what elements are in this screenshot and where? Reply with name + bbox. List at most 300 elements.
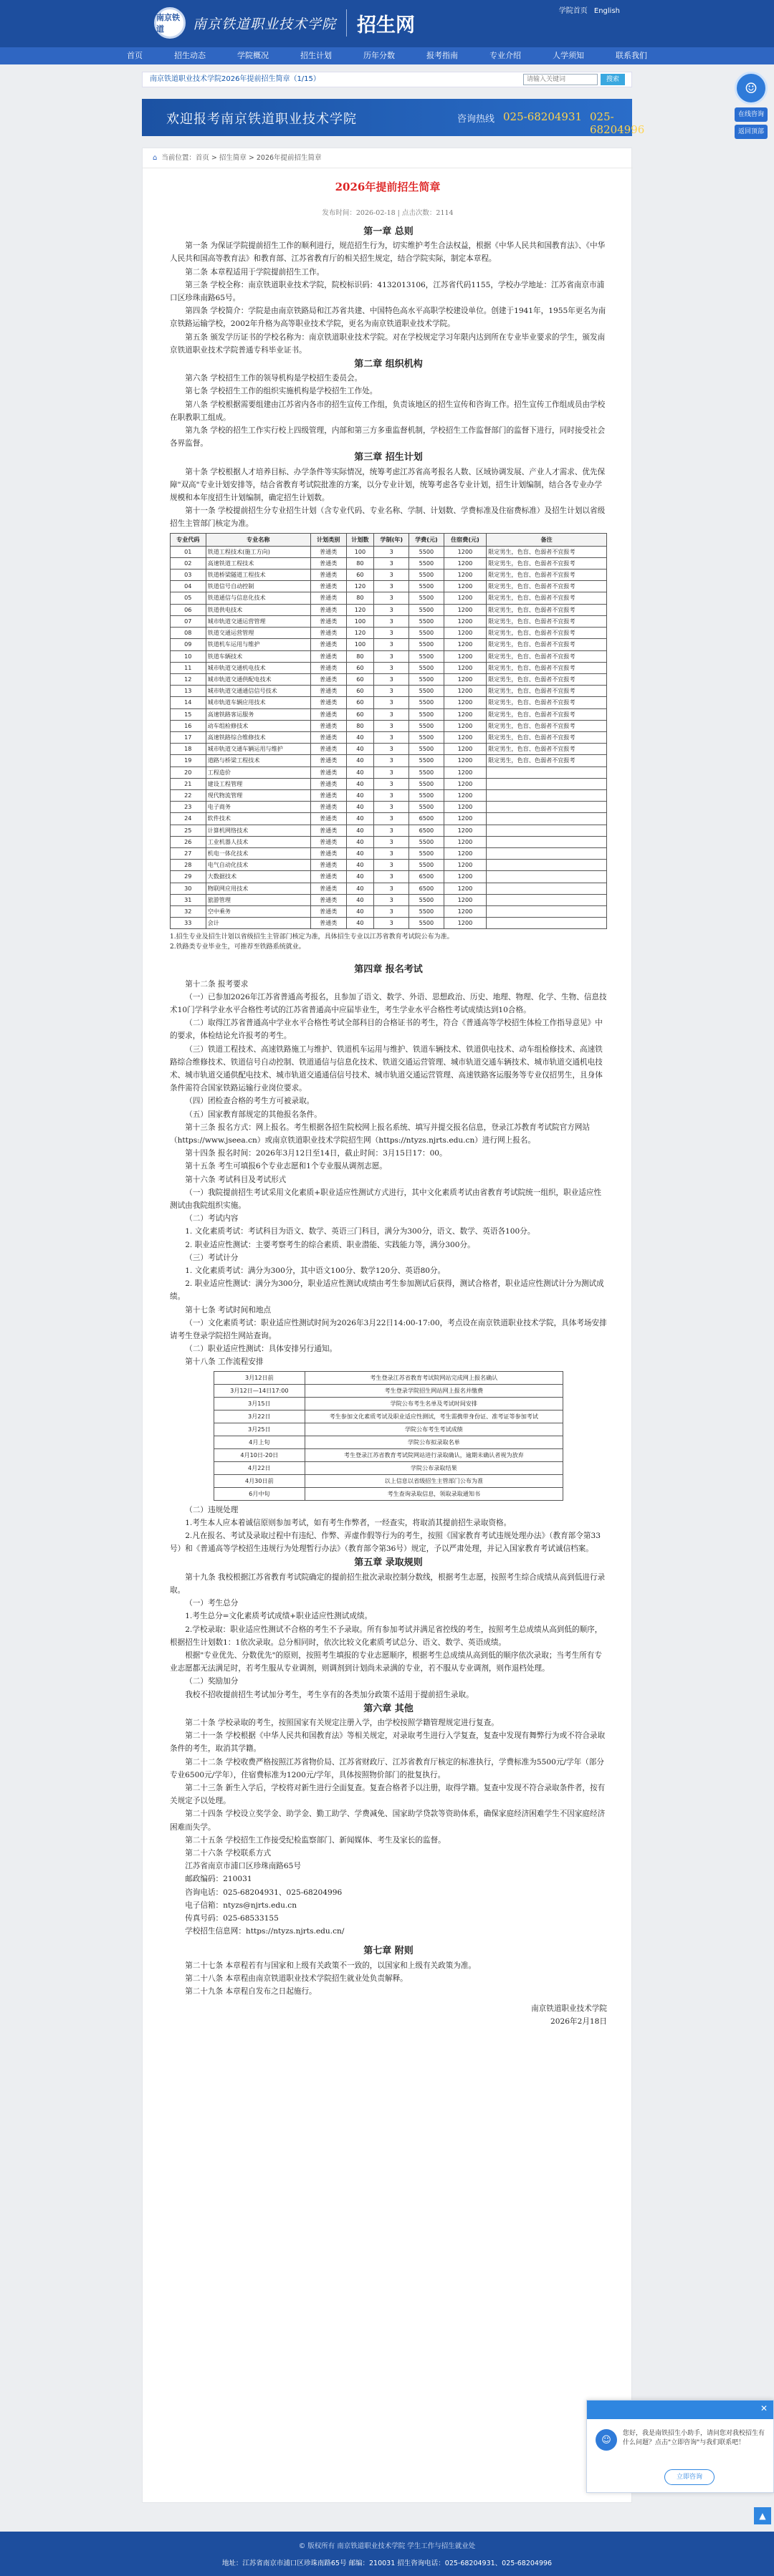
table-cell bbox=[487, 883, 607, 894]
paragraph: 2.学校录取：职业适应性测试不合格的考生不予录取。所有参加考试并满足省控线的考生，按照考生总成绩从高到低的顺序，根据招生计划数1：1依次录取。总分相同时，依次比较文化素质考试总分、语文、数学、英语成绩。 bbox=[170, 1625, 603, 1647]
table-cell: 3 bbox=[374, 546, 409, 557]
paragraph: 第二条 本章程适用于学院提前招生工作。 bbox=[185, 267, 325, 277]
table-cell: 普通类 bbox=[310, 662, 346, 673]
table-cell: 高速铁路客运服务 bbox=[206, 708, 310, 720]
breadcrumb-text[interactable]: 当前位置：首页 > 招生简章 > 2026年提前招生简章 bbox=[161, 154, 322, 162]
online-consult-button[interactable]: 在线咨询 bbox=[735, 107, 768, 122]
schedule-date: 4月30日前 bbox=[214, 1474, 305, 1487]
table-cell: 限定男生，色盲、色弱者不宜报考 bbox=[487, 546, 607, 557]
table-cell: 5500 bbox=[409, 592, 444, 604]
table-cell: 铁道工程技术(施工方向) bbox=[206, 546, 310, 557]
table-cell: 100 bbox=[346, 639, 374, 650]
table-row bbox=[171, 708, 607, 720]
column-header: 学制(年) bbox=[374, 533, 409, 546]
table-cell: 5500 bbox=[409, 686, 444, 697]
table-cell bbox=[487, 847, 607, 859]
table-cell: 04 bbox=[171, 581, 206, 592]
table-cell: 40 bbox=[346, 918, 374, 929]
column-header: 计划类别 bbox=[310, 533, 346, 546]
table-row bbox=[171, 744, 607, 755]
table-cell: 3 bbox=[374, 744, 409, 755]
table-row bbox=[171, 871, 607, 883]
table-cell: 1200 bbox=[444, 731, 486, 743]
schedule-row bbox=[214, 1448, 563, 1461]
search-input[interactable] bbox=[523, 74, 598, 85]
paragraph: （二）考试内容 bbox=[185, 1214, 239, 1224]
table-row bbox=[171, 731, 607, 743]
table-cell: 普通类 bbox=[310, 569, 346, 581]
table-cell: 5500 bbox=[409, 557, 444, 569]
site-logo[interactable] bbox=[154, 7, 415, 39]
table-cell: 19 bbox=[171, 755, 206, 766]
table-cell: 1200 bbox=[444, 615, 486, 627]
nav-guide[interactable]: 报考指南 bbox=[426, 51, 458, 60]
paragraph: 1. 文化素质考试：考试科目为语文、数学、英语三门科目，满分为300分，语文、数学、英语各100分。 bbox=[185, 1227, 535, 1236]
nav-news[interactable]: 招生动态 bbox=[174, 51, 206, 60]
table-cell: 1200 bbox=[444, 592, 486, 604]
table-row bbox=[171, 546, 607, 557]
table-cell: 11 bbox=[171, 662, 206, 673]
table-cell: 5500 bbox=[409, 650, 444, 662]
table-cell: 3 bbox=[374, 755, 409, 766]
table-cell: 会计 bbox=[206, 918, 310, 929]
table-cell: 40 bbox=[346, 766, 374, 778]
table-cell: 31 bbox=[171, 894, 206, 905]
table-cell: 动车组检修技术 bbox=[206, 720, 310, 731]
table-cell: 普通类 bbox=[310, 592, 346, 604]
paragraph: 第六条 学校招生工作的领导机构是学校招生委员会。 bbox=[185, 374, 363, 383]
table-cell: 限定男生，色盲、色弱者不宜报考 bbox=[487, 581, 607, 592]
table-cell: 普通类 bbox=[310, 905, 346, 917]
table-cell bbox=[487, 766, 607, 778]
paragraph: 第十八条 工作流程安排 bbox=[185, 1357, 264, 1367]
paragraph: 2. 职业适应性测试：主要考察考生的综合素质、职业潜能、实践能力等，满分300分。 bbox=[185, 1240, 475, 1249]
table-cell: 40 bbox=[346, 802, 374, 813]
table-row bbox=[171, 557, 607, 569]
table-cell: 5500 bbox=[409, 708, 444, 720]
table-cell: 城市轨道交通通信信号技术 bbox=[206, 686, 310, 697]
table-cell: 1200 bbox=[444, 686, 486, 697]
table-cell: 大数据技术 bbox=[206, 871, 310, 883]
table-cell: 普通类 bbox=[310, 708, 346, 720]
school-emblem-icon: 南京铁道 bbox=[154, 7, 186, 39]
column-header: 专业代码 bbox=[171, 533, 206, 546]
table-cell: 普通类 bbox=[310, 673, 346, 685]
paragraph: 电子信箱：ntyzs@njrts.edu.cn bbox=[185, 1900, 297, 1910]
paragraph: （二）取得江苏省普通高中学业水平合格性考试全部科目的合格证书的考生，符合《普通高等学校招生体检工作指导意见》中的要求，体检结论允许报考的考生。 bbox=[170, 1019, 603, 1041]
table-cell: 60 bbox=[346, 708, 374, 720]
table-cell: 普通类 bbox=[310, 697, 346, 708]
table-notes bbox=[170, 932, 607, 952]
main-nav bbox=[0, 47, 774, 64]
table-cell: 限定男生，色盲、色弱者不宜报考 bbox=[487, 720, 607, 731]
table-cell: 普通类 bbox=[310, 918, 346, 929]
nav-scores[interactable]: 历年分数 bbox=[363, 51, 395, 60]
table-cell bbox=[487, 825, 607, 836]
paragraph: 第三条 学校全称：南京铁道职业技术学院，院校标识码：4132013106，江苏省代码1155，学校办学地址：江苏省南京市浦口区珍珠南路65号。 bbox=[170, 280, 605, 303]
table-row bbox=[171, 778, 607, 789]
table-cell: 3 bbox=[374, 581, 409, 592]
table-row bbox=[171, 883, 607, 894]
paragraph: （一）已参加2026年江苏省普通高考报名，且参加了语文、数学、外语、思想政治、历史、地理、物理、化学、生物、信息技术10门学科学业水平合格性考试的江苏省普通高中应届毕业生，考生学业水平合格性考试成绩达到10合格。 bbox=[170, 992, 607, 1014]
table-cell: 28 bbox=[171, 860, 206, 871]
table-cell: 5500 bbox=[409, 581, 444, 592]
table-cell: 普通类 bbox=[310, 639, 346, 650]
table-cell: 1200 bbox=[444, 847, 486, 859]
table-cell: 60 bbox=[346, 673, 374, 685]
table-cell: 工程造价 bbox=[206, 766, 310, 778]
table-cell: 40 bbox=[346, 778, 374, 789]
table-cell: 5500 bbox=[409, 802, 444, 813]
table-cell bbox=[487, 789, 607, 801]
table-cell: 33 bbox=[171, 918, 206, 929]
floating-assistant bbox=[732, 72, 770, 172]
table-cell: 普通类 bbox=[310, 686, 346, 697]
chapter-7-body bbox=[170, 1959, 607, 1999]
schedule-task: 考生登录江苏省教育考试院网站完成网上报名确认 bbox=[305, 1371, 563, 1384]
paragraph: （一）考生总分 bbox=[185, 1599, 239, 1608]
back-top-button[interactable]: 返回顶部 bbox=[735, 125, 768, 139]
column-header: 专业名称 bbox=[206, 533, 310, 546]
table-cell: 07 bbox=[171, 615, 206, 627]
table-cell: 1200 bbox=[444, 836, 486, 847]
table-cell: 40 bbox=[346, 813, 374, 825]
english-link[interactable]: English bbox=[593, 7, 620, 15]
table-row bbox=[171, 766, 607, 778]
table-cell bbox=[487, 871, 607, 883]
paragraph: 第二十八条 本章程由南京铁道职业技术学院招生就业处负责解释。 bbox=[185, 1974, 408, 1983]
paragraph: 第十条 学校根据人才培养目标、办学条件等实际情况，统筹考虑江苏省高考报名人数、区域协调发展、产业人才需求、优先保障"双高"专业计划安排等，结合省教育考试院批准的方案，以分专业计划，统筹考虑各专业计划，招生计划编制，结合各专业办学规模和本年度招生计划编制，确定招生计划数。 bbox=[170, 467, 606, 503]
table-cell: 5500 bbox=[409, 755, 444, 766]
table-cell: 6500 bbox=[409, 871, 444, 883]
paragraph: 第十九条 我校根据江苏省教育考试院确定的提前招生批次录取控制分数线，根据考生志愿，按照考生综合成绩从高到低进行录取。 bbox=[170, 1572, 606, 1595]
table-cell: 5500 bbox=[409, 662, 444, 673]
table-row bbox=[171, 755, 607, 766]
table-cell: 25 bbox=[171, 825, 206, 836]
table-cell: 5500 bbox=[409, 860, 444, 871]
footer-address: 地址：江苏省南京市浦口区珍珠南路65号 邮编：210031 招生咨询电话：025-68204931、025-68204996 bbox=[221, 2560, 553, 2567]
table-cell bbox=[487, 860, 607, 871]
signature-date: 2026年2月18日 bbox=[550, 2017, 607, 2027]
table-cell: 限定男生，色盲、色弱者不宜报考 bbox=[487, 744, 607, 755]
table-cell: 5500 bbox=[409, 569, 444, 581]
table-cell: 限定男生，色盲、色弱者不宜报考 bbox=[487, 628, 607, 639]
back-to-top-icon[interactable]: ▲ bbox=[754, 2507, 771, 2524]
table-cell: 限定男生，色盲、色弱者不宜报考 bbox=[487, 615, 607, 627]
top-bar bbox=[0, 0, 774, 47]
chat-header bbox=[587, 2400, 773, 2419]
contact-info bbox=[170, 1860, 607, 1938]
schedule-task: 考生查询录取信息，领取录取通知书 bbox=[305, 1487, 563, 1500]
schedule-date: 3月12日—14日17:00 bbox=[214, 1384, 305, 1397]
table-cell: 1200 bbox=[444, 905, 486, 917]
table-cell: 09 bbox=[171, 639, 206, 650]
table-cell: 3 bbox=[374, 628, 409, 639]
paragraph: 邮政编码：210031 bbox=[185, 1875, 252, 1884]
table-cell: 旅游管理 bbox=[206, 894, 310, 905]
table-cell: 普通类 bbox=[310, 825, 346, 836]
paragraph: 第十二条 报考要求 bbox=[185, 979, 249, 989]
table-cell: 5500 bbox=[409, 894, 444, 905]
table-cell: 3 bbox=[374, 697, 409, 708]
nav-home[interactable]: 首页 bbox=[127, 51, 143, 60]
table-cell: 1200 bbox=[444, 628, 486, 639]
table-cell: 6500 bbox=[409, 825, 444, 836]
close-icon[interactable]: ✕ bbox=[760, 2403, 768, 2413]
footer-links: © 版权所有 南京铁道职业技术学院 学生工作与招生就业处 bbox=[298, 2542, 476, 2550]
table-cell: 40 bbox=[346, 755, 374, 766]
paragraph: （二）职业适应性测试：具体安排另行通知。 bbox=[185, 1345, 338, 1354]
table-cell: 限定男生，色盲、色弱者不宜报考 bbox=[487, 731, 607, 743]
table-cell: 15 bbox=[171, 708, 206, 720]
table-row bbox=[171, 813, 607, 825]
table-cell: 1200 bbox=[444, 650, 486, 662]
table-cell: 普通类 bbox=[310, 557, 346, 569]
table-cell: 普通类 bbox=[310, 894, 346, 905]
table-row bbox=[171, 615, 607, 627]
table-cell: 普通类 bbox=[310, 546, 346, 557]
chapter-4-body bbox=[170, 978, 607, 1369]
paragraph: 咨询电话：025-68204931、025-68204996 bbox=[185, 1888, 343, 1897]
table-cell: 60 bbox=[346, 697, 374, 708]
table-cell: 限定男生，色盲、色弱者不宜报考 bbox=[487, 662, 607, 673]
paragraph: 根据"专业优先、分数优先"的原则，按照考生填报的专业志愿顺序，根据考生总成绩从高到低的顺序依次录取；当考生所有专业志愿都无法满足时，若考生服从专业调剂，则调剂到计划尚未录满的专业，若不服从专业调剂，则作退档处理。 bbox=[170, 1650, 602, 1673]
hotline-label: 咨询热线 bbox=[457, 114, 495, 125]
table-cell: 3 bbox=[374, 662, 409, 673]
table-cell: 普通类 bbox=[310, 581, 346, 592]
schedule-row bbox=[214, 1410, 563, 1423]
paragraph: 第十六条 考试科目及考试形式 bbox=[185, 1175, 287, 1184]
table-cell bbox=[487, 813, 607, 825]
paragraph: 第一条 为保证学院提前招生工作的顺利进行，规范招生行为，切实维护考生合法权益，根据《中华人民共和国教育法》、《中华人民共和国高等教育法》和教育部、江苏省教育厅的相关招生规定，结合学院实际，制定本章程。 bbox=[170, 241, 606, 264]
table-cell: 40 bbox=[346, 789, 374, 801]
table-cell: 5500 bbox=[409, 731, 444, 743]
table-cell: 3 bbox=[374, 836, 409, 847]
table-cell: 铁道通信与信息化技术 bbox=[206, 592, 310, 604]
table-cell: 1200 bbox=[444, 766, 486, 778]
table-cell: 120 bbox=[346, 581, 374, 592]
table-cell: 20 bbox=[171, 766, 206, 778]
table-cell: 23 bbox=[171, 802, 206, 813]
table-row bbox=[171, 581, 607, 592]
table-cell: 13 bbox=[171, 686, 206, 697]
paragraph: 1. 文化素质考试：满分为300分，其中语文100分、数学120分、英语80分。 bbox=[185, 1267, 446, 1276]
paragraph: 2.铁路类专业毕业生，可推荐至铁路系统就业。 bbox=[170, 943, 305, 951]
home-icon: ⌂ bbox=[153, 154, 158, 162]
table-cell: 铁道桥梁隧道工程技术 bbox=[206, 569, 310, 581]
table-cell: 普通类 bbox=[310, 883, 346, 894]
chat-message: 您好，我是南铁招生小助手，请问您对我校招生有什么问题？点击"立即咨询"与我们联系吧！ bbox=[623, 2430, 765, 2446]
paragraph: 第二十一条 学校根据《中华人民共和国教育法》等相关规定，对录取考生进行入学复查，复查中发现有舞弊行为或不符合录取条件的考生，取消其学籍。 bbox=[170, 1731, 606, 1754]
notice-ticker[interactable]: 南京铁道职业技术学院2026年提前招生简章（1/15） bbox=[142, 72, 632, 87]
table-cell: 普通类 bbox=[310, 813, 346, 825]
school-name: 南京铁道职业技术学院 bbox=[193, 16, 337, 32]
table-cell: 1200 bbox=[444, 662, 486, 673]
chat-consult-button[interactable]: 立即咨询 bbox=[664, 2469, 715, 2485]
table-cell: 限定男生，色盲、色弱者不宜报考 bbox=[487, 686, 607, 697]
table-cell: 5500 bbox=[409, 639, 444, 650]
table-cell: 3 bbox=[374, 592, 409, 604]
table-cell: 1200 bbox=[444, 778, 486, 789]
table-cell: 普通类 bbox=[310, 871, 346, 883]
table-cell: 08 bbox=[171, 628, 206, 639]
table-cell: 5500 bbox=[409, 918, 444, 929]
table-cell: 空中乘务 bbox=[206, 905, 310, 917]
table-cell: 1200 bbox=[444, 789, 486, 801]
table-cell: 3 bbox=[374, 813, 409, 825]
schedule-task: 考生登录江苏省教育考试院网站进行录取确认，逾期未确认者视为放弃 bbox=[305, 1448, 563, 1461]
table-cell: 普通类 bbox=[310, 744, 346, 755]
table-cell: 3 bbox=[374, 894, 409, 905]
schedule-date: 3月25日 bbox=[214, 1423, 305, 1436]
table-cell: 限定男生，色盲、色弱者不宜报考 bbox=[487, 755, 607, 766]
table-cell: 普通类 bbox=[310, 731, 346, 743]
table-cell: 1200 bbox=[444, 697, 486, 708]
table-cell: 普通类 bbox=[310, 628, 346, 639]
table-cell: 城市轨道交通机电技术 bbox=[206, 662, 310, 673]
table-cell: 计算机网络技术 bbox=[206, 825, 310, 836]
table-cell: 3 bbox=[374, 860, 409, 871]
paragraph: （四）团检查合格的考生方可被录取。 bbox=[185, 1097, 315, 1106]
table-cell: 1200 bbox=[444, 581, 486, 592]
site-name: 招生网 bbox=[357, 14, 416, 37]
table-cell: 限定男生，色盲、色弱者不宜报考 bbox=[487, 604, 607, 615]
table-cell bbox=[487, 836, 607, 847]
table-cell: 5500 bbox=[409, 836, 444, 847]
table-header-row bbox=[171, 533, 607, 546]
table-cell: 26 bbox=[171, 836, 206, 847]
paragraph: 第二十五条 学校招生工作接受纪检监察部门、新闻媒体、考生及家长的监督。 bbox=[185, 1835, 446, 1845]
nav-contact[interactable]: 联系我们 bbox=[616, 51, 647, 60]
table-cell: 100 bbox=[346, 615, 374, 627]
nav-majors[interactable]: 专业介绍 bbox=[489, 51, 521, 60]
schedule-row bbox=[214, 1397, 563, 1410]
paragraph: 第二十九条 本章程自发布之日起施行。 bbox=[185, 1986, 317, 1996]
schedule-date: 4月10日-20日 bbox=[214, 1448, 305, 1461]
table-cell: 60 bbox=[346, 569, 374, 581]
paragraph: 第十一条 学校提前招生分专业招生计划（含专业代码、专业名称、学制、计划数、学费标准及住宿费标准）及招生计划以省级招生主管部门核定为准。 bbox=[170, 506, 606, 529]
table-cell: 100 bbox=[346, 546, 374, 557]
banner-title: 欢迎报考南京铁道职业技术学院 bbox=[166, 112, 357, 127]
table-cell: 3 bbox=[374, 825, 409, 836]
hotline-phone-2: 025-68204996 bbox=[590, 110, 645, 136]
contact-intro: 第二十六条 学校联系方式 bbox=[185, 1848, 272, 1857]
paragraph: 第二十四条 学校设立奖学金、助学金、勤工助学、学费减免、国家助学贷款等资助体系，确保家庭经济困难学生不因家庭经济困难而失学。 bbox=[170, 1810, 606, 1832]
table-cell: 1200 bbox=[444, 802, 486, 813]
table-cell: 普通类 bbox=[310, 720, 346, 731]
table-cell: 40 bbox=[346, 883, 374, 894]
table-cell: 铁道交通运营管理 bbox=[206, 628, 310, 639]
nav-plan[interactable]: 招生计划 bbox=[300, 51, 332, 60]
schedule-date: 3月15日 bbox=[214, 1397, 305, 1410]
table-cell: 40 bbox=[346, 847, 374, 859]
paragraph: 第二十三条 新生入学后，学校将对新生进行全面复查。复查合格者予以注册，取得学籍。复查中发现不符合录取条件者，按有关规定予以处理。 bbox=[170, 1783, 606, 1806]
paragraph: （二）违规处理 bbox=[185, 1505, 239, 1514]
table-cell: 30 bbox=[171, 883, 206, 894]
chapter-3-body bbox=[170, 466, 607, 531]
schedule-row bbox=[214, 1371, 563, 1384]
table-cell: 1200 bbox=[444, 755, 486, 766]
table-cell: 5500 bbox=[409, 789, 444, 801]
table-cell: 高速铁路综合维修技术 bbox=[206, 731, 310, 743]
table-cell: 3 bbox=[374, 883, 409, 894]
table-cell: 1200 bbox=[444, 639, 486, 650]
table-cell: 普通类 bbox=[310, 860, 346, 871]
table-cell: 40 bbox=[346, 836, 374, 847]
chapter-4-heading: 第四章 报名考试 bbox=[354, 964, 423, 976]
table-row bbox=[171, 569, 607, 581]
schedule-task: 学院公布考生名单及考试时间安排 bbox=[305, 1397, 563, 1410]
schedule-row bbox=[214, 1474, 563, 1487]
paragraph: 第二十条 学校录取的考生，按照国家有关规定注册入学，由学校按照学籍管理规定进行复查。 bbox=[185, 1718, 499, 1727]
table-cell: 铁道信号自动控制 bbox=[206, 581, 310, 592]
paragraph: 1.招生专业及招生计划以省级招生主管部门核定为准，具体招生专业以江苏省教育考试院公布为准。 bbox=[170, 933, 454, 941]
table-row bbox=[171, 860, 607, 871]
chapter-1-body bbox=[170, 239, 607, 357]
table-cell: 普通类 bbox=[310, 778, 346, 789]
table-cell: 普通类 bbox=[310, 650, 346, 662]
paragraph: 第九条 学校的招生工作实行校上四级管理，内部和第三方多重监督机制，学校招生工作监督部门的监督下进行，同时接受社会各界监督。 bbox=[170, 426, 606, 448]
paragraph: 第五条 颁发学历证书的学校名称为：南京铁道职业技术学院。对在学校规定学习年限内达到所在专业毕业要求的学生，颁发南京铁道职业技术学院普通专科毕业证书。 bbox=[170, 332, 606, 355]
table-cell: 3 bbox=[374, 673, 409, 685]
table-cell: 120 bbox=[346, 604, 374, 615]
table-row bbox=[171, 825, 607, 836]
table-cell: 5500 bbox=[409, 615, 444, 627]
table-cell: 02 bbox=[171, 557, 206, 569]
search-button[interactable]: 搜索 bbox=[601, 74, 625, 85]
top-links bbox=[555, 4, 620, 15]
table-cell: 3 bbox=[374, 905, 409, 917]
table-cell: 1200 bbox=[444, 744, 486, 755]
table-cell: 06 bbox=[171, 604, 206, 615]
table-cell: 铁道车辆技术 bbox=[206, 650, 310, 662]
home-link[interactable]: 学院首页 bbox=[558, 7, 588, 15]
table-cell: 机电一体化技术 bbox=[206, 847, 310, 859]
table-cell: 5500 bbox=[409, 766, 444, 778]
table-cell: 1200 bbox=[444, 604, 486, 615]
paragraph: 第十四条 报名时间：2026年3月12日至14日，截止时间：3月15日17：00。 bbox=[185, 1149, 447, 1158]
table-cell: 1200 bbox=[444, 708, 486, 720]
table-row bbox=[171, 592, 607, 604]
table-row bbox=[171, 918, 607, 929]
table-cell: 5500 bbox=[409, 905, 444, 917]
table-cell bbox=[487, 778, 607, 789]
robot-icon[interactable]: ☺ bbox=[735, 72, 768, 105]
table-cell: 物联网应用技术 bbox=[206, 883, 310, 894]
breadcrumb bbox=[143, 148, 633, 168]
schedule-date: 3月22日 bbox=[214, 1410, 305, 1423]
table-row bbox=[171, 894, 607, 905]
table-cell: 铁道供电技术 bbox=[206, 604, 310, 615]
table-cell: 限定男生，色盲、色弱者不宜报考 bbox=[487, 569, 607, 581]
schedule-task: 考生参加文化素质考试及职业适应性测试，考生需携带身份证、准考证等参加考试 bbox=[305, 1410, 563, 1423]
table-cell: 1200 bbox=[444, 557, 486, 569]
schedule-table bbox=[214, 1371, 563, 1501]
paragraph: （一）我院提前招生考试采用文化素质+职业适应性测试方式进行，其中文化素质考试由省教育考试院统一组织，职业适应性测试由我院组织实施。 bbox=[170, 1188, 602, 1211]
article-meta: 发布时间：2026-02-18 | 点击次数：2114 bbox=[322, 209, 454, 217]
table-cell: 22 bbox=[171, 789, 206, 801]
table-cell: 12 bbox=[171, 673, 206, 685]
table-cell: 1200 bbox=[444, 673, 486, 685]
table-cell: 城市轨道交通车辆运用与维护 bbox=[206, 744, 310, 755]
table-cell: 道路与桥梁工程技术 bbox=[206, 755, 310, 766]
page-title: 2026年提前招生简章 bbox=[335, 181, 441, 193]
table-row bbox=[171, 662, 607, 673]
footer bbox=[0, 2532, 774, 2576]
nav-about[interactable]: 学院概况 bbox=[237, 51, 269, 60]
table-cell: 60 bbox=[346, 662, 374, 673]
nav-enroll[interactable]: 人学须知 bbox=[553, 51, 584, 60]
